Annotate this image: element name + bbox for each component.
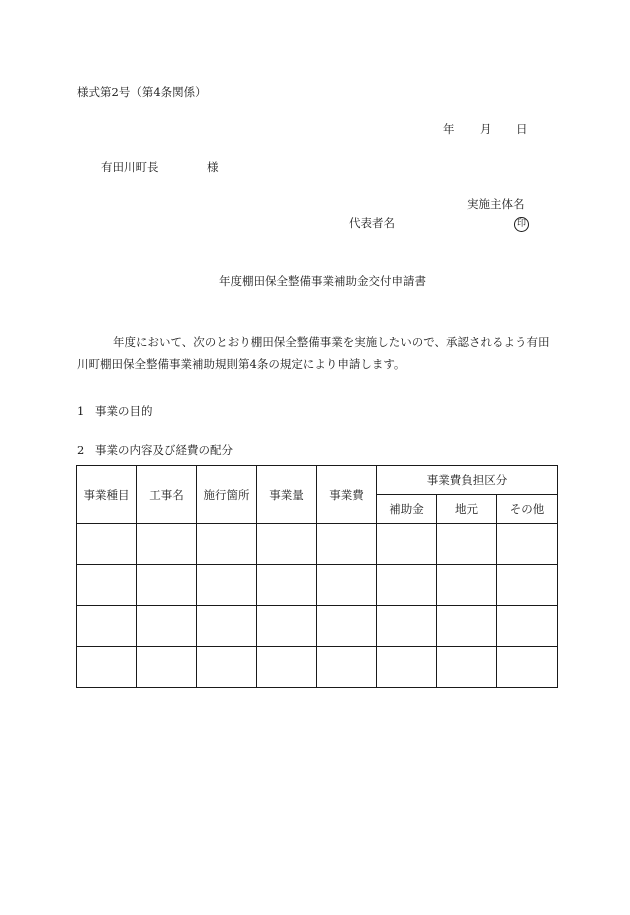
table-cell <box>197 647 257 688</box>
table-cell <box>437 647 497 688</box>
section-label: 事業の目的 <box>95 404 153 418</box>
table-cell <box>257 565 317 606</box>
table-cell <box>437 524 497 565</box>
header-quantity: 事業量 <box>257 466 317 524</box>
table-cell <box>137 606 197 647</box>
section-number: 1 <box>77 404 85 418</box>
table-cell <box>377 565 437 606</box>
table-cell <box>497 647 558 688</box>
table-cell <box>497 524 558 565</box>
table-cell <box>437 565 497 606</box>
date-year: 年 <box>443 122 455 136</box>
header-cost: 事業費 <box>317 466 377 524</box>
table-cell <box>317 647 377 688</box>
table-cell <box>437 606 497 647</box>
addressee-name: 有田川町長 <box>101 160 159 174</box>
header-burden-division: 事業費負担区分 <box>377 466 558 495</box>
table-cell <box>197 606 257 647</box>
addressee-honorific: 様 <box>207 160 219 174</box>
table-cell <box>317 606 377 647</box>
table-cell <box>317 565 377 606</box>
table-row <box>77 524 558 565</box>
section-number: 2 <box>77 443 85 457</box>
table-cell <box>197 565 257 606</box>
header-location: 施行箇所 <box>197 466 257 524</box>
table-cell <box>377 524 437 565</box>
section-label: 事業の内容及び経費の配分 <box>95 443 233 457</box>
table-cell <box>137 565 197 606</box>
table-cell <box>77 524 137 565</box>
header-other: その他 <box>497 495 558 524</box>
table-cell <box>317 524 377 565</box>
table-cell <box>257 524 317 565</box>
table-cell <box>137 647 197 688</box>
table-cell <box>137 524 197 565</box>
table-row <box>77 565 558 606</box>
seal-mark: 印 <box>514 217 529 232</box>
date-month: 月 <box>480 122 492 136</box>
expense-table <box>76 465 558 688</box>
form-number: 様式第2号（第4条関係） <box>77 85 207 99</box>
header-local: 地元 <box>437 495 497 524</box>
header-subsidy: 補助金 <box>377 495 437 524</box>
date-day: 日 <box>516 122 528 136</box>
table-header-row <box>77 466 558 495</box>
entity-label: 実施主体名 <box>467 197 525 211</box>
table-cell <box>257 647 317 688</box>
header-project-type: 事業種目 <box>77 466 137 524</box>
document-title: 年度棚田保全整備事業補助金交付申請書 <box>219 274 426 288</box>
table-row <box>77 647 558 688</box>
table-cell <box>497 606 558 647</box>
table-cell <box>77 606 137 647</box>
header-work-name: 工事名 <box>137 466 197 524</box>
table-cell <box>377 606 437 647</box>
table-cell <box>77 647 137 688</box>
table-cell <box>497 565 558 606</box>
table-cell <box>197 524 257 565</box>
table-row <box>77 606 558 647</box>
body-paragraph: 年度において、次のとおり棚田保全整備事業を実施したいので、承認されるよう有田川町棚田保全整備事業補助規則第4条の規定により申請します。 <box>77 335 550 371</box>
table-cell <box>377 647 437 688</box>
table-cell <box>257 606 317 647</box>
representative-label: 代表者名 <box>349 216 395 230</box>
table-cell <box>77 565 137 606</box>
